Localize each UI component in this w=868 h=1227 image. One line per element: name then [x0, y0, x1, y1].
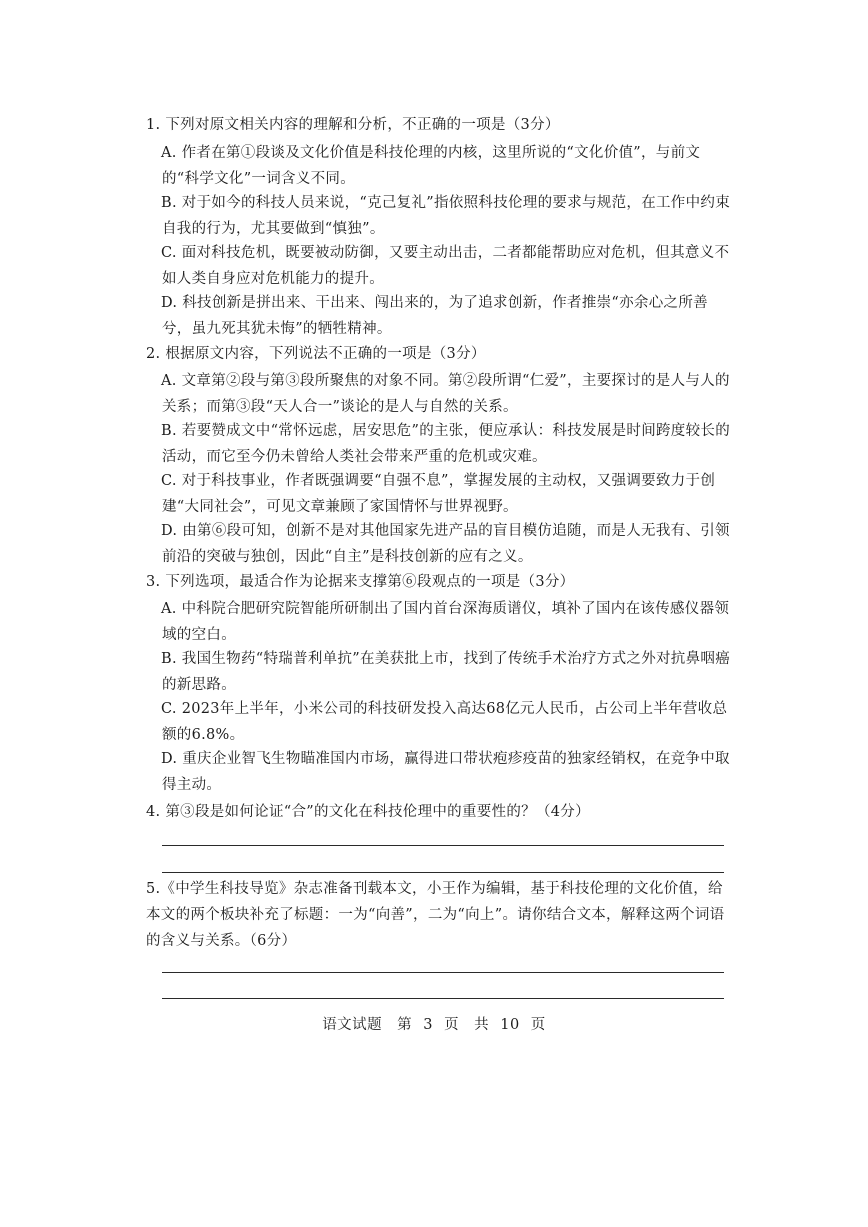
question-1-option-a: A. 作者在第①段谈及文化价值是科技伦理的内核，这里所说的“文化价值”，与前文的“科学文化”一词含义不同。	[161, 145, 701, 187]
page-footer: 语文试题 第 3 页 共 10 页	[322, 1017, 546, 1033]
question-3-option-c: C. 2023年上半年，小米公司的科技研发投入高达68亿元人民币，占公司上半年营收总额的6.8%。	[161, 701, 728, 743]
question-1-option-d: D. 科技创新是拼出来、干出来、闯出来的，为了追求创新，作者推崇“亦余心之所善兮，虽九死其犹未悔”的牺牲精神。	[161, 295, 708, 337]
question-5-stem: 5.《中学生科技导览》杂志准备刊载本文，小王作为编辑，基于科技伦理的文化价值，给本文的两个板块补充了标题：一为“向善”，二为“向上”。请你结合文本，解释这两个词语的含义与关系。（6分）	[146, 881, 725, 949]
question-2-option-d: D. 由第⑥段可知，创新不是对其他国家先进产品的盲目模仿追随，而是人无我有、引领前沿的突破与独创，因此“自主”是科技创新的应有之义。	[161, 523, 730, 565]
answer-line	[162, 872, 724, 873]
question-1-stem: 1. 下列对原文相关内容的理解和分析，不正确的一项是（3分）	[146, 117, 560, 133]
answer-line	[162, 845, 724, 846]
question-3-option-d: D. 重庆企业智飞生物瞄准国内市场，赢得进口带状疱疹疫苗的独家经销权，在竞争中取得主动。	[161, 751, 730, 793]
answer-line	[162, 972, 724, 973]
answer-line	[162, 998, 724, 999]
question-1-option-b: B. 对于如今的科技人员来说，“克己复礼”指依照科技伦理的要求与规范，在工作中约束自我的行为，尤其要做到“慎独”。	[161, 195, 730, 237]
question-2-option-b: B. 若要赞成文中“常怀远虑，居安思危”的主张，便应承认：科技发展是时间跨度较长的活动，而它至今仍未曾给人类社会带来严重的危机或灾难。	[161, 423, 730, 465]
question-1-option-c: C. 面对科技危机，既要被动防御，又要主动出击，二者都能帮助应对危机，但其意义不如人类自身应对危机能力的提升。	[161, 245, 730, 287]
question-3-option-b: B. 我国生物药“特瑞普利单抗”在美获批上市，找到了传统手术治疗方式之外对抗鼻咽癌的新思路。	[161, 651, 730, 693]
question-2-option-c: C. 对于科技事业，作者既强调要“自强不息”，掌握发展的主动权，又强调要致力于创建“大同社会”，可见文章兼顾了家国情怀与世界视野。	[161, 473, 716, 515]
question-3-option-a: A. 中科院合肥研究院智能所研制出了国内首台深海质谱仪，填补了国内在该传感仪器领域的空白。	[161, 601, 730, 643]
question-2-option-a: A. 文章第②段与第③段所聚焦的对象不同。第②段所谓“仁爱”，主要探讨的是人与人的关系；而第③段“天人合一”谈论的是人与自然的关系。	[161, 373, 730, 415]
question-3-stem: 3. 下列选项，最适合作为论据来支撑第⑥段观点的一项是（3分）	[146, 574, 575, 590]
question-2-stem: 2. 根据原文内容，下列说法不正确的一项是（3分）	[146, 346, 486, 362]
question-4-stem: 4. 第③段是如何论证“合”的文化在科技伦理中的重要性的？（4分）	[146, 804, 590, 820]
